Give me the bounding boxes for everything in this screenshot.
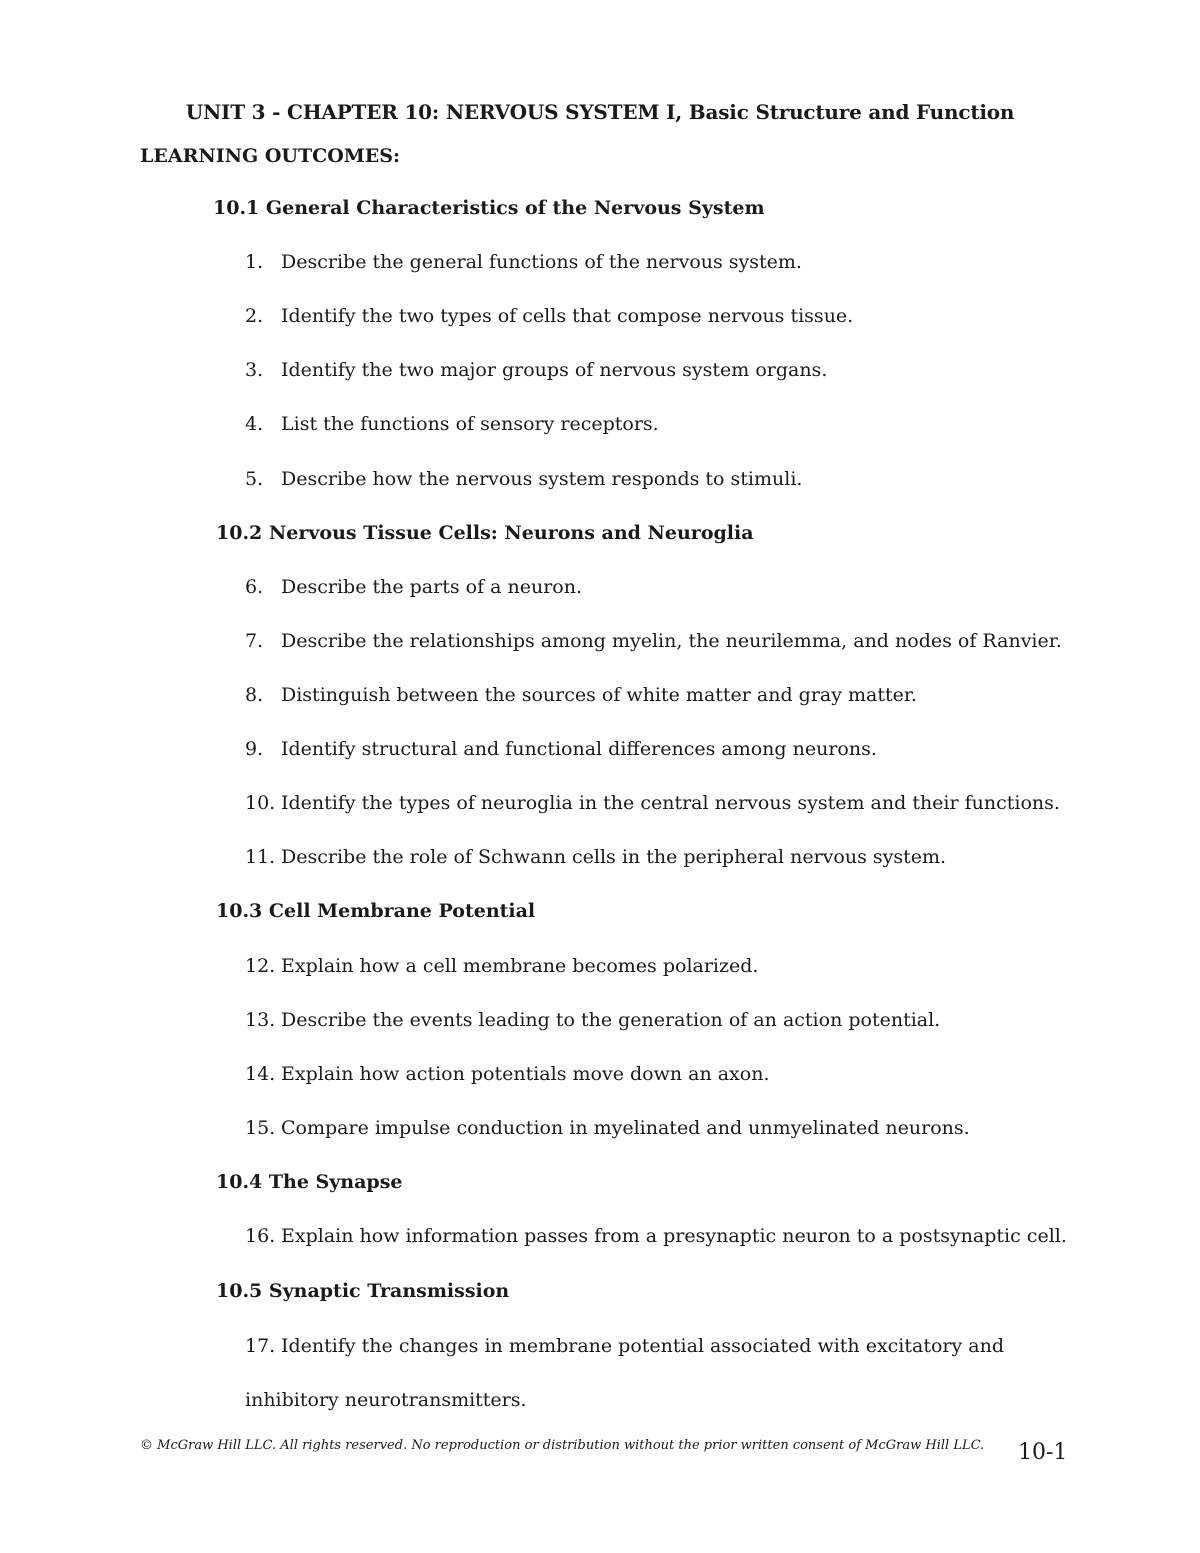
section-heading: 10.1 General Characteristics of the Nervous System (213, 197, 765, 219)
item-number: 8. (245, 684, 264, 706)
list-item (245, 576, 582, 598)
item-number: 5. (245, 468, 264, 490)
page-number: 10-1 (1018, 1440, 1068, 1465)
section-heading: 10.2 Nervous Tissue Cells: Neurons and Neuroglia (216, 522, 754, 544)
list-item (245, 1319, 1085, 1427)
list-item (245, 468, 802, 490)
item-number: 13. (245, 1009, 276, 1031)
item-number: 14. (245, 1063, 276, 1085)
item-text: Explain how action potentials move down an axon. (281, 1063, 770, 1085)
item-number: 1. (245, 251, 264, 273)
item-text: Explain how information passes from a presynaptic neuron to a postsynaptic cell. (281, 1225, 1067, 1247)
item-text: Describe how the nervous system responds to stimuli. (281, 468, 803, 490)
item-text: Describe the general functions of the nervous system. (281, 251, 802, 273)
item-text: Describe the events leading to the generation of an action potential. (281, 1009, 941, 1031)
list-item (245, 630, 1062, 652)
list-item (245, 1009, 940, 1031)
item-text: Identify the types of neuroglia in the central nervous system and their functions. (281, 792, 1060, 814)
item-text: List the functions of sensory receptors. (281, 413, 659, 435)
item-text: Distinguish between the sources of white matter and gray matter. (281, 684, 917, 706)
item-number: 17. (245, 1335, 276, 1357)
item-number: 3. (245, 359, 264, 381)
item-number: 15. (245, 1117, 276, 1139)
section-heading: 10.3 Cell Membrane Potential (216, 900, 536, 922)
learning-outcomes-heading: LEARNING OUTCOMES: (140, 145, 401, 167)
copyright-notice: © McGraw Hill LLC. All rights reserved. No reproduction or distribution without the prior written consent of McGraw Hill LLC. (140, 1438, 985, 1453)
list-item (245, 955, 758, 977)
list-item (245, 846, 946, 868)
item-number: 7. (245, 630, 264, 652)
item-number: 6. (245, 576, 264, 598)
list-item (245, 792, 1060, 814)
item-text: Describe the relationships among myelin, the neurilemma, and nodes of Ranvier. (281, 630, 1062, 652)
section-heading: 10.5 Synaptic Transmission (216, 1280, 510, 1302)
list-item (245, 684, 917, 706)
item-text: Explain how a cell membrane becomes polarized. (281, 955, 759, 977)
item-text: Describe the parts of a neuron. (281, 576, 583, 598)
list-item (245, 1117, 970, 1139)
item-text: Identify the changes in membrane potential associated with excitatory and inhibitory neurotransmitters. (245, 1335, 1005, 1411)
item-text: Compare impulse conduction in myelinated and unmyelinated neurons. (281, 1117, 970, 1139)
section-heading: 10.4 The Synapse (216, 1171, 403, 1193)
item-number: 16. (245, 1225, 276, 1247)
item-number: 11. (245, 846, 276, 868)
item-number: 2. (245, 305, 264, 327)
list-item (245, 305, 853, 327)
item-text: Identify structural and functional differences among neurons. (281, 738, 877, 760)
item-text: Describe the role of Schwann cells in the peripheral nervous system. (281, 846, 947, 868)
item-number: 12. (245, 955, 276, 977)
list-item (245, 359, 827, 381)
list-item (245, 1225, 1067, 1247)
item-number: 10. (245, 792, 276, 814)
list-item (245, 1063, 769, 1085)
item-text: Identify the two major groups of nervous system organs. (281, 359, 828, 381)
list-item (245, 738, 877, 760)
list-item (245, 251, 802, 273)
item-number: 9. (245, 738, 264, 760)
page-title: UNIT 3 - CHAPTER 10: NERVOUS SYSTEM I, Basic Structure and Function (185, 100, 1015, 124)
list-item (245, 413, 659, 435)
item-text: Identify the two types of cells that compose nervous tissue. (281, 305, 854, 327)
item-number: 4. (245, 413, 264, 435)
